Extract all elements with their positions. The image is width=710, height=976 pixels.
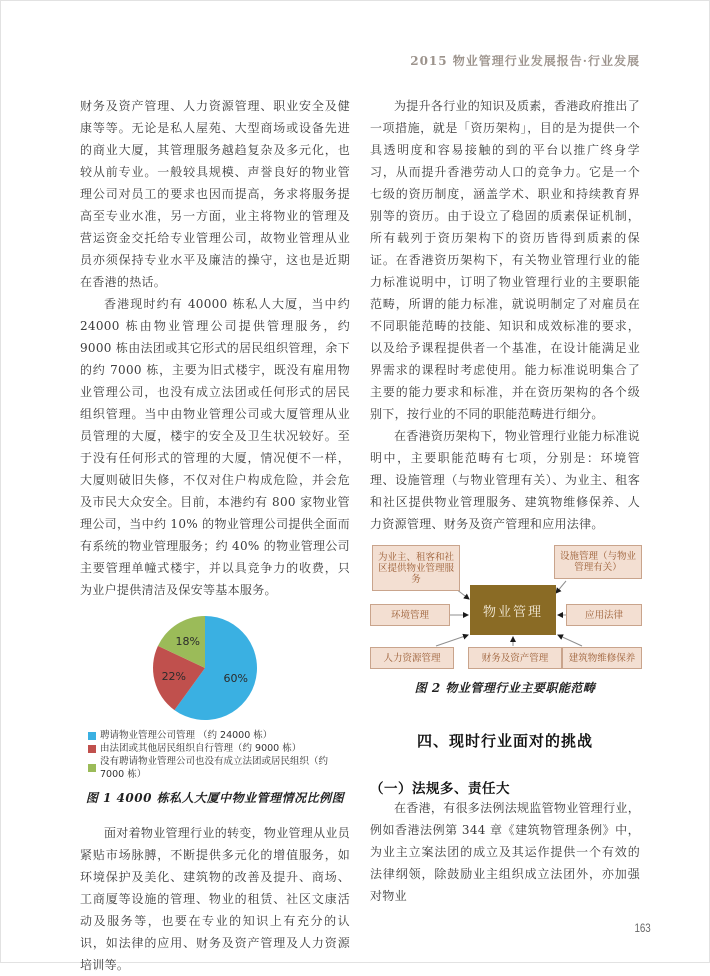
paragraph: 在香港，有很多法例法规监管物业管理行业，例如香港法例第 344 章《建筑物管理条例》中，为业主立案法团的成立及其运作提供一个有效的法律纲领，除鼓励业主组织成立法团外，亦加强对物业 <box>370 801 641 903</box>
paragraph: 香港现时约有 40000 栋私人大厦，当中约 24000 栋由物业管理公司提供管理服务，约 9000 栋由法团或其它形式的居民组织管理，余下的约 7000 栋，主要为旧式楼宇，既没有雇用物业管理公司，也没有成立法团或任何形式的居民组织管理。当中由物业管理公司或大厦管理从业员管理的大厦，楼宇的安全及卫生状况较好。至于没有任何形式的管理的大厦，情况便不一样，大厦则破旧失修，不仅对住户构成危险，并会危及市民大众安全。目前，本港约有 800 家物业管理公司，当中约 10% 的物业管理公司提供全面而有系统的物业管理服务；约 40% 的物业管理公司主要管理单幢式楼宇，并以具竞争力的收费，只为业户提供清洁及保安等基本服务。 <box>80 297 350 597</box>
page-header: 2015 物业管理行业发展报告·行业发展 <box>410 54 640 68</box>
legend-label: 由法团或其他居民组织自行管理（约 9000 栋） <box>100 743 302 754</box>
paragraph: 财务及资产管理、人力资源管理、职业安全及健康等等。无论是私人屋苑、大型商场或设备先进的商业大厦，其管理服务越趋复杂及多元化，也较从前专业。一般较具规模、声誉良好的物业管理公司对员工的要求也因而提高，务求将服务提高至专业水准，另一方面，业主将物业的管理及营运资金交托给专业管理公司，故物业管理从业员亦须保持专业水平及廉洁的操守，这也是近期在香港的热话。 <box>80 99 350 289</box>
sub-heading: （一）法规多、责任大 <box>370 781 510 797</box>
pie-slice-label: 60% <box>223 672 248 685</box>
figure-2-caption: 图 2 物业管理行业主要职能范畴 <box>414 681 596 695</box>
figure-1-caption: 图 1 4000 栋私人大厦中物业管理情况比例图 <box>85 791 345 805</box>
page-number: 163 <box>634 923 651 935</box>
pie-slice-label: 18% <box>175 634 200 648</box>
paragraph: 面对着物业管理行业的转变，物业管理从业员紧贴市场脉膊，不断提供多元化的增值服务，如环境保护及美化、建筑物的改善及提升、商场、工商厦等设施的管理、物业的租赁、社区文康活动及服务等，也要在专业的知识上有充分的认识，如法律的应用、财务及资产管理及人力资源培训等。 <box>80 826 351 972</box>
legend-label: 没有聘请物业管理公司也没有成立法团或居民组织（约 7000 栋） <box>100 756 329 780</box>
pie-chart <box>80 611 350 725</box>
diagram-node-hr-management: 人力资源管理 <box>370 647 454 669</box>
legend-swatch <box>88 745 96 753</box>
diagram-node-building-maintenance: 建筑物维修保养 <box>562 647 642 669</box>
diagram-node-finance-asset-management: 财务及资产管理 <box>468 647 562 669</box>
legend-swatch <box>88 764 96 772</box>
legend-item <box>88 742 350 755</box>
right-column <box>370 95 640 976</box>
diagram-node-environment-management: 环境管理 <box>370 604 450 626</box>
legend-label: 聘请物业管理公司管理 （约 24000 栋） <box>100 730 273 741</box>
section-heading: 四、现时行业面对的挑战 <box>416 732 593 750</box>
diagram-node-facility-management: 设施管理（与物业管理有关） <box>554 545 642 579</box>
left-column <box>80 95 350 976</box>
legend-item <box>88 755 350 781</box>
arrow-bottomright-to-center <box>558 635 582 646</box>
diagram-node-owners-tenants: 为业主、租客和社区提供物业管理服务 <box>372 545 460 591</box>
legend-swatch <box>88 732 96 740</box>
diagram-center-property-management: 物业管理 <box>470 585 556 635</box>
arrow-bottomleft-to-center <box>436 635 468 646</box>
diagram-canvas <box>370 545 642 671</box>
figure-2-diagram <box>370 545 640 696</box>
figure-1-pie-chart <box>80 611 350 806</box>
legend-item <box>88 729 350 742</box>
pie-slice-label: 22% <box>161 670 187 683</box>
diagram-node-applied-law: 应用法律 <box>566 604 642 626</box>
paragraph: 为提升各行业的知识及质素，香港政府推出了一项措施，就是「资历架构」，目的是为提供一个具透明度和容易接触的到的平台以推广终身学习，从而提升香港劳动人口的竞争力。它是一个七级的资历制度，涵盖学术、职业和持续教育界别等的资历。由于设立了稳固的质素保证机制，所有载列于资历架构下的资历皆得到质素的保证。在香港资历架构下，有关物业管理行业的能力标准说明中，订明了物业管理行业的主要职能范畴，所谓的能力标准，就说明制定了对雇员在不同职能范畴的技能、知识和成效标准的要求，以及给予课程提供者一个基准，在设计能满足业界需求的课程时考虑使用。能力标准说明集合了主要的能力要求和标准，并在资历架构的各个级别下，按行业的不同的职能范畴进行细分。 <box>370 99 641 421</box>
paragraph: 在香港资历架构下，物业管理行业能力标准说明中，主要职能范畴有七项，分别是：环境管理、设施管理（与物业管理有关）、为业主、租客和社区提供物业管理服务、建筑物维修保养、人力资源管理、财务及资产管理和应用法律。 <box>370 429 641 531</box>
pie-legend <box>88 729 350 781</box>
two-column-body <box>0 69 710 976</box>
arrow-topright-to-center <box>556 581 566 593</box>
